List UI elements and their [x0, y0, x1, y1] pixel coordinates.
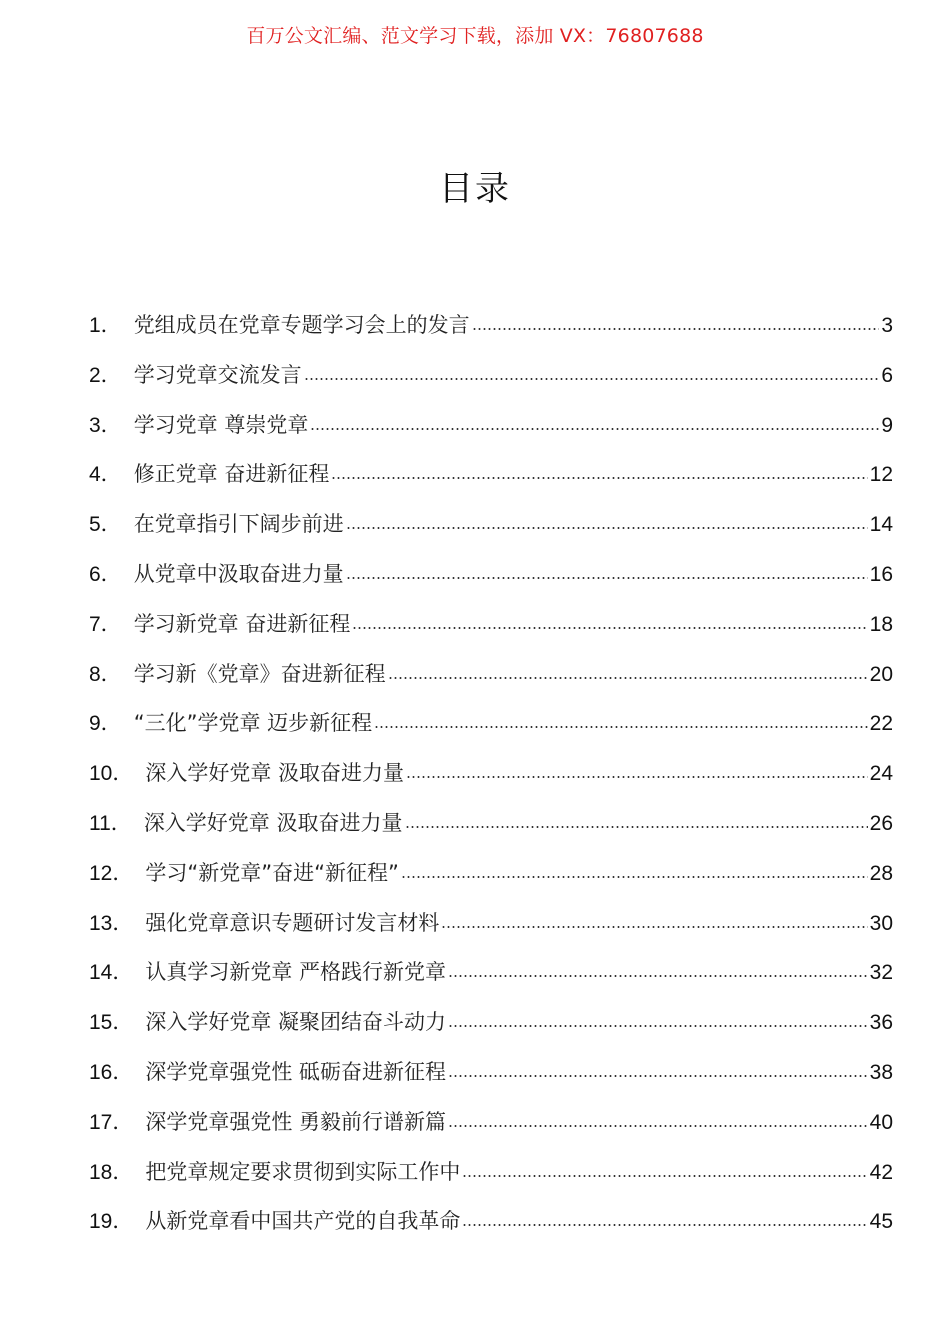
dot-leader — [406, 760, 868, 780]
toc-entry-page[interactable]: 20 — [869, 662, 893, 686]
toc-entry-2[interactable] — [89, 356, 893, 406]
toc-entry-page[interactable]: 3 — [881, 314, 893, 337]
toc-entry-11[interactable] — [89, 804, 893, 854]
toc-entry-title[interactable]: 党组成员在党章专题学习会上的发言 — [133, 313, 470, 337]
toc-entry-page[interactable]: 30 — [869, 911, 893, 935]
toc-entry-number: 11． — [89, 811, 132, 835]
toc-entry-number: 2． — [89, 363, 122, 387]
toc-entry-page[interactable]: 36 — [869, 1011, 893, 1035]
toc-entry-title[interactable]: 修正党章 奋进新征程 — [133, 462, 330, 487]
toc-entry-3[interactable] — [89, 406, 893, 456]
dot-leader — [352, 611, 867, 631]
dot-leader — [401, 860, 868, 880]
header-banner: 百万公文汇编、范文学习下载，添加 VX：76807688 — [246, 25, 704, 47]
toc-entry-page[interactable]: 26 — [869, 811, 893, 835]
toc-entry-number: 8． — [89, 662, 122, 686]
toc-entry-number: 6． — [89, 562, 122, 586]
toc-entry-number: 16． — [89, 1060, 134, 1084]
dot-leader — [448, 1059, 868, 1079]
toc-entry-13[interactable] — [89, 904, 893, 954]
toc-entry-title[interactable]: 学习“新党章”奋进“新征程” — [145, 860, 399, 885]
toc-entry-number: 10． — [89, 762, 134, 786]
dot-leader — [388, 661, 868, 681]
toc-entry-title[interactable]: 深入学好党章 汲取奋进力量 — [145, 761, 405, 786]
toc-entry-number: 12． — [89, 861, 134, 885]
toc-entry-page[interactable]: 40 — [869, 1110, 893, 1134]
toc-entry-number: 4． — [89, 463, 122, 487]
toc-entry-page[interactable]: 22 — [869, 712, 893, 736]
toc-entry-10[interactable] — [89, 754, 893, 804]
toc-entry-page[interactable]: 32 — [869, 961, 893, 985]
toc-entry-15[interactable] — [89, 1003, 893, 1053]
toc-entry-page[interactable]: 18 — [869, 612, 893, 636]
toc-entry-number: 5． — [89, 513, 122, 537]
toc-entry-16[interactable] — [89, 1053, 893, 1103]
dot-leader — [448, 1009, 868, 1029]
toc-entry-title[interactable]: 把党章规定要求贯彻到实际工作中 — [145, 1159, 461, 1184]
toc-entry-5[interactable] — [89, 505, 893, 555]
dot-leader — [374, 710, 868, 730]
toc-entry-number: 15． — [89, 1011, 134, 1035]
toc-entry-12[interactable] — [89, 854, 893, 904]
toc-entry-number: 19． — [89, 1210, 134, 1234]
toc-entry-page[interactable]: 28 — [869, 861, 893, 885]
toc-entry-page[interactable]: 45 — [869, 1210, 893, 1234]
toc-entry-page[interactable]: 6 — [881, 363, 893, 387]
dot-leader — [331, 461, 867, 481]
toc-entry-6[interactable] — [89, 555, 893, 605]
toc-entry-title[interactable]: 深学党章强党性 勇毅前行谱新篇 — [145, 1109, 447, 1134]
toc-entry-title[interactable]: 强化党章意识专题研讨发言材料 — [145, 910, 440, 935]
toc-entry-1[interactable] — [89, 306, 893, 356]
toc-entry-title[interactable]: 学习党章 尊崇党章 — [133, 412, 309, 437]
toc-entry-title[interactable]: 从党章中汲取奋进力量 — [133, 561, 344, 586]
toc-entry-page[interactable]: 12 — [869, 463, 893, 487]
toc-entry-number: 14． — [89, 961, 134, 985]
toc-entry-page[interactable]: 14 — [869, 513, 893, 537]
toc-entry-page[interactable]: 16 — [869, 562, 893, 586]
toc-entry-title[interactable]: 学习新党章 奋进新征程 — [133, 611, 351, 636]
dot-leader — [448, 1109, 868, 1129]
toc-entry-title[interactable]: 认真学习新党章 严格践行新党章 — [145, 960, 447, 985]
toc-entry-page[interactable]: 9 — [881, 413, 893, 437]
dot-leader — [346, 511, 868, 531]
table-of-contents — [89, 306, 893, 1252]
toc-entry-4[interactable] — [89, 455, 893, 505]
toc-entry-title[interactable]: 深入学好党章 汲取奋进力量 — [143, 810, 403, 835]
dot-leader — [405, 810, 868, 830]
toc-entry-title[interactable]: 学习党章交流发言 — [133, 362, 302, 387]
toc-entry-18[interactable] — [89, 1153, 893, 1203]
dot-leader — [462, 1208, 867, 1228]
dot-leader — [441, 910, 867, 930]
dot-leader — [310, 412, 879, 432]
toc-entry-title[interactable]: 从新党章看中国共产党的自我革命 — [145, 1209, 461, 1234]
toc-entry-title[interactable]: 在党章指引下阔步前进 — [133, 512, 344, 537]
toc-entry-number: 7． — [89, 612, 122, 636]
toc-entry-number: 13． — [89, 911, 134, 935]
toc-entry-page[interactable]: 24 — [869, 762, 893, 786]
toc-entry-page[interactable]: 42 — [869, 1160, 893, 1184]
toc-entry-title[interactable]: “三化”学党章 迈步新征程 — [133, 711, 373, 736]
dot-leader — [448, 959, 868, 979]
toc-entry-title[interactable]: 学习新《党章》奋进新征程 — [133, 661, 386, 686]
dot-leader — [304, 362, 880, 382]
toc-entry-19[interactable] — [89, 1202, 893, 1252]
toc-entry-title[interactable]: 深入学好党章 凝聚团结奋斗动力 — [145, 1010, 447, 1035]
toc-entry-number: 3． — [89, 413, 122, 437]
toc-entry-title[interactable]: 深学党章强党性 砥砺奋进新征程 — [145, 1059, 447, 1084]
toc-entry-17[interactable] — [89, 1103, 893, 1153]
toc-entry-number: 1． — [89, 314, 122, 337]
dot-leader — [462, 1159, 867, 1179]
toc-entry-14[interactable] — [89, 953, 893, 1003]
dot-leader — [346, 561, 868, 581]
toc-entry-number: 17． — [89, 1110, 134, 1134]
page-title: 目录 — [439, 169, 511, 209]
toc-entry-9[interactable] — [89, 704, 893, 754]
toc-entry-8[interactable] — [89, 655, 893, 705]
toc-entry-number: 9． — [89, 712, 122, 736]
dot-leader — [472, 312, 880, 332]
toc-entry-page[interactable]: 38 — [869, 1060, 893, 1084]
toc-entry-7[interactable] — [89, 605, 893, 655]
toc-entry-number: 18． — [89, 1160, 134, 1184]
